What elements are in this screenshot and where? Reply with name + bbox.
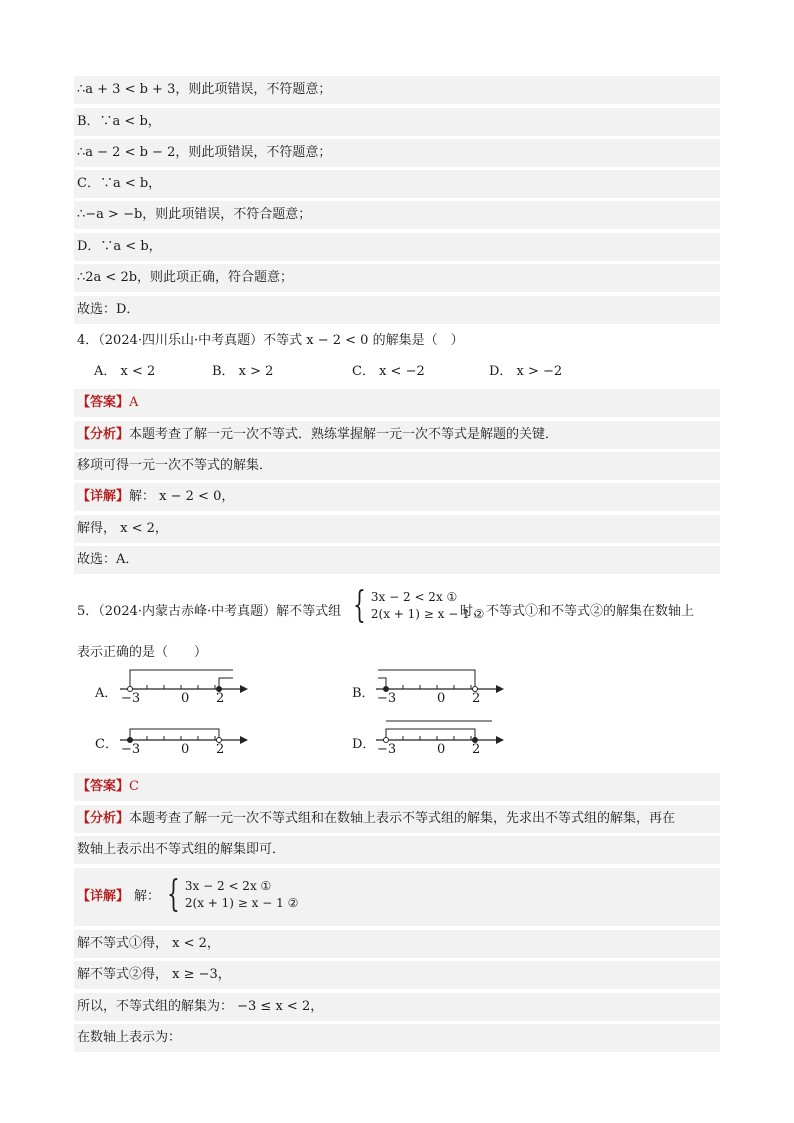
q5-analysis [74,805,720,833]
q4-analysis-2: 移项可得一元一次不等式的解集． [74,452,720,480]
detail-text: 解： x − 2 < 0， [129,489,235,504]
q5-option-c: C． [95,737,118,752]
q5-detail [74,868,720,926]
q5-stem-post: 时，不等式①和不等式②的解集在数轴上 [460,604,695,619]
tick-label-minus3-b: −3 [377,691,397,706]
q5-step2: 解不等式②得， x ≥ −3， [74,961,720,989]
q4-analysis [74,421,720,449]
tick-label-0-d: 0 [437,742,446,757]
answer-value: A [129,395,139,410]
q4-options [74,358,720,386]
q5-stem-2: 表示正确的是（ ） [77,645,208,660]
q5-option-d: D． [352,737,376,752]
q4-choice: 故选：A． [74,546,720,574]
analysis-text: 本题考查了解一元一次不等式组和在数轴上表示不等式组的解集，先求出不等式组的解集，再在 [129,811,676,826]
line-option-b: B．∵a < b， [74,108,720,136]
system-line-2: 2(x + 1) ≥ x − 1 ② [370,607,485,621]
tick-label-2-d: 2 [472,742,481,757]
answer-value: C [129,779,139,794]
tick-label-2-c: 2 [216,742,225,757]
q4-option-b: B． x > 2 [212,364,274,379]
tick-label-0-b: 0 [437,691,446,706]
analysis-tag: 【分析】 [77,427,130,442]
q5-option-b: B． [352,686,375,701]
q4-answer [74,389,720,417]
line-neg-a: ∴−a > −b，则此项错误，不符合题意； [74,201,720,229]
detail-tag: 【详解】 [77,889,130,904]
line-choose-d: 故选：D． [74,296,720,324]
tick-label-minus3-d: −3 [377,742,397,757]
detail-tag: 【详解】 [77,489,130,504]
q5-option-a: A． [95,686,118,701]
line-a-plus-3: ∴a + 3 < b + 3，则此项错误，不符题意； [74,76,720,104]
detail-text: 解： [134,889,161,904]
q5-answer [74,773,720,801]
answer-tag: 【答案】 [77,395,130,410]
tick-label-2-b: 2 [472,691,481,706]
q4-option-a: A． x < 2 [94,364,156,379]
line-option-d: D．∵a < b， [74,233,720,261]
q4-step1: 解得， x < 2， [74,515,720,543]
detail-system-line-2: 2(x + 1) ≥ x − 1 ② [184,896,299,910]
q5-step1: 解不等式①得， x < 2， [74,930,720,958]
answer-tag: 【答案】 [77,779,130,794]
tick-label-0-c: 0 [181,742,190,757]
q4-detail [74,483,720,511]
analysis-tag: 【分析】 [77,811,130,826]
tick-label-minus3-a: −3 [121,691,141,706]
analysis-text: 本题考查了解一元一次不等式．熟练掌握解一元一次不等式是解题的关键． [129,427,559,442]
q4-option-d: D． x > −2 [489,364,563,379]
q4-option-c: C． x < −2 [352,364,425,379]
q5-analysis-2: 数轴上表示出不等式组的解集即可． [74,836,720,864]
tick-label-minus3-c: −3 [121,742,141,757]
detail-system [162,874,299,915]
q5-step4: 在数轴上表示为： [74,1024,720,1052]
q5-step3: 所以，不等式组的解集为： −3 ≤ x < 2， [74,993,720,1021]
detail-system-line-1: 3x − 2 < 2x ① [184,879,272,893]
line-a-minus-2: ∴a − 2 < b − 2，则此项错误，不符题意； [74,139,720,167]
line-option-c: C．∵a < b， [74,170,720,198]
system-line-1: 3x − 2 < 2x ① [370,590,458,604]
tick-label-2-a: 2 [216,691,225,706]
q4-stem: 4．（2024·四川乐山·中考真题）不等式 x − 2 < 0 的解集是（ ） [77,333,464,348]
brace-icon: { [167,874,180,915]
brace-icon: { [353,585,366,626]
tick-label-0-a: 0 [181,691,190,706]
line-2a: ∴2a < 2b，则此项正确，符合题意； [74,264,720,292]
q5-stem-pre: 5．（2024·内蒙古赤峰·中考真题）解不等式组 [77,604,342,619]
